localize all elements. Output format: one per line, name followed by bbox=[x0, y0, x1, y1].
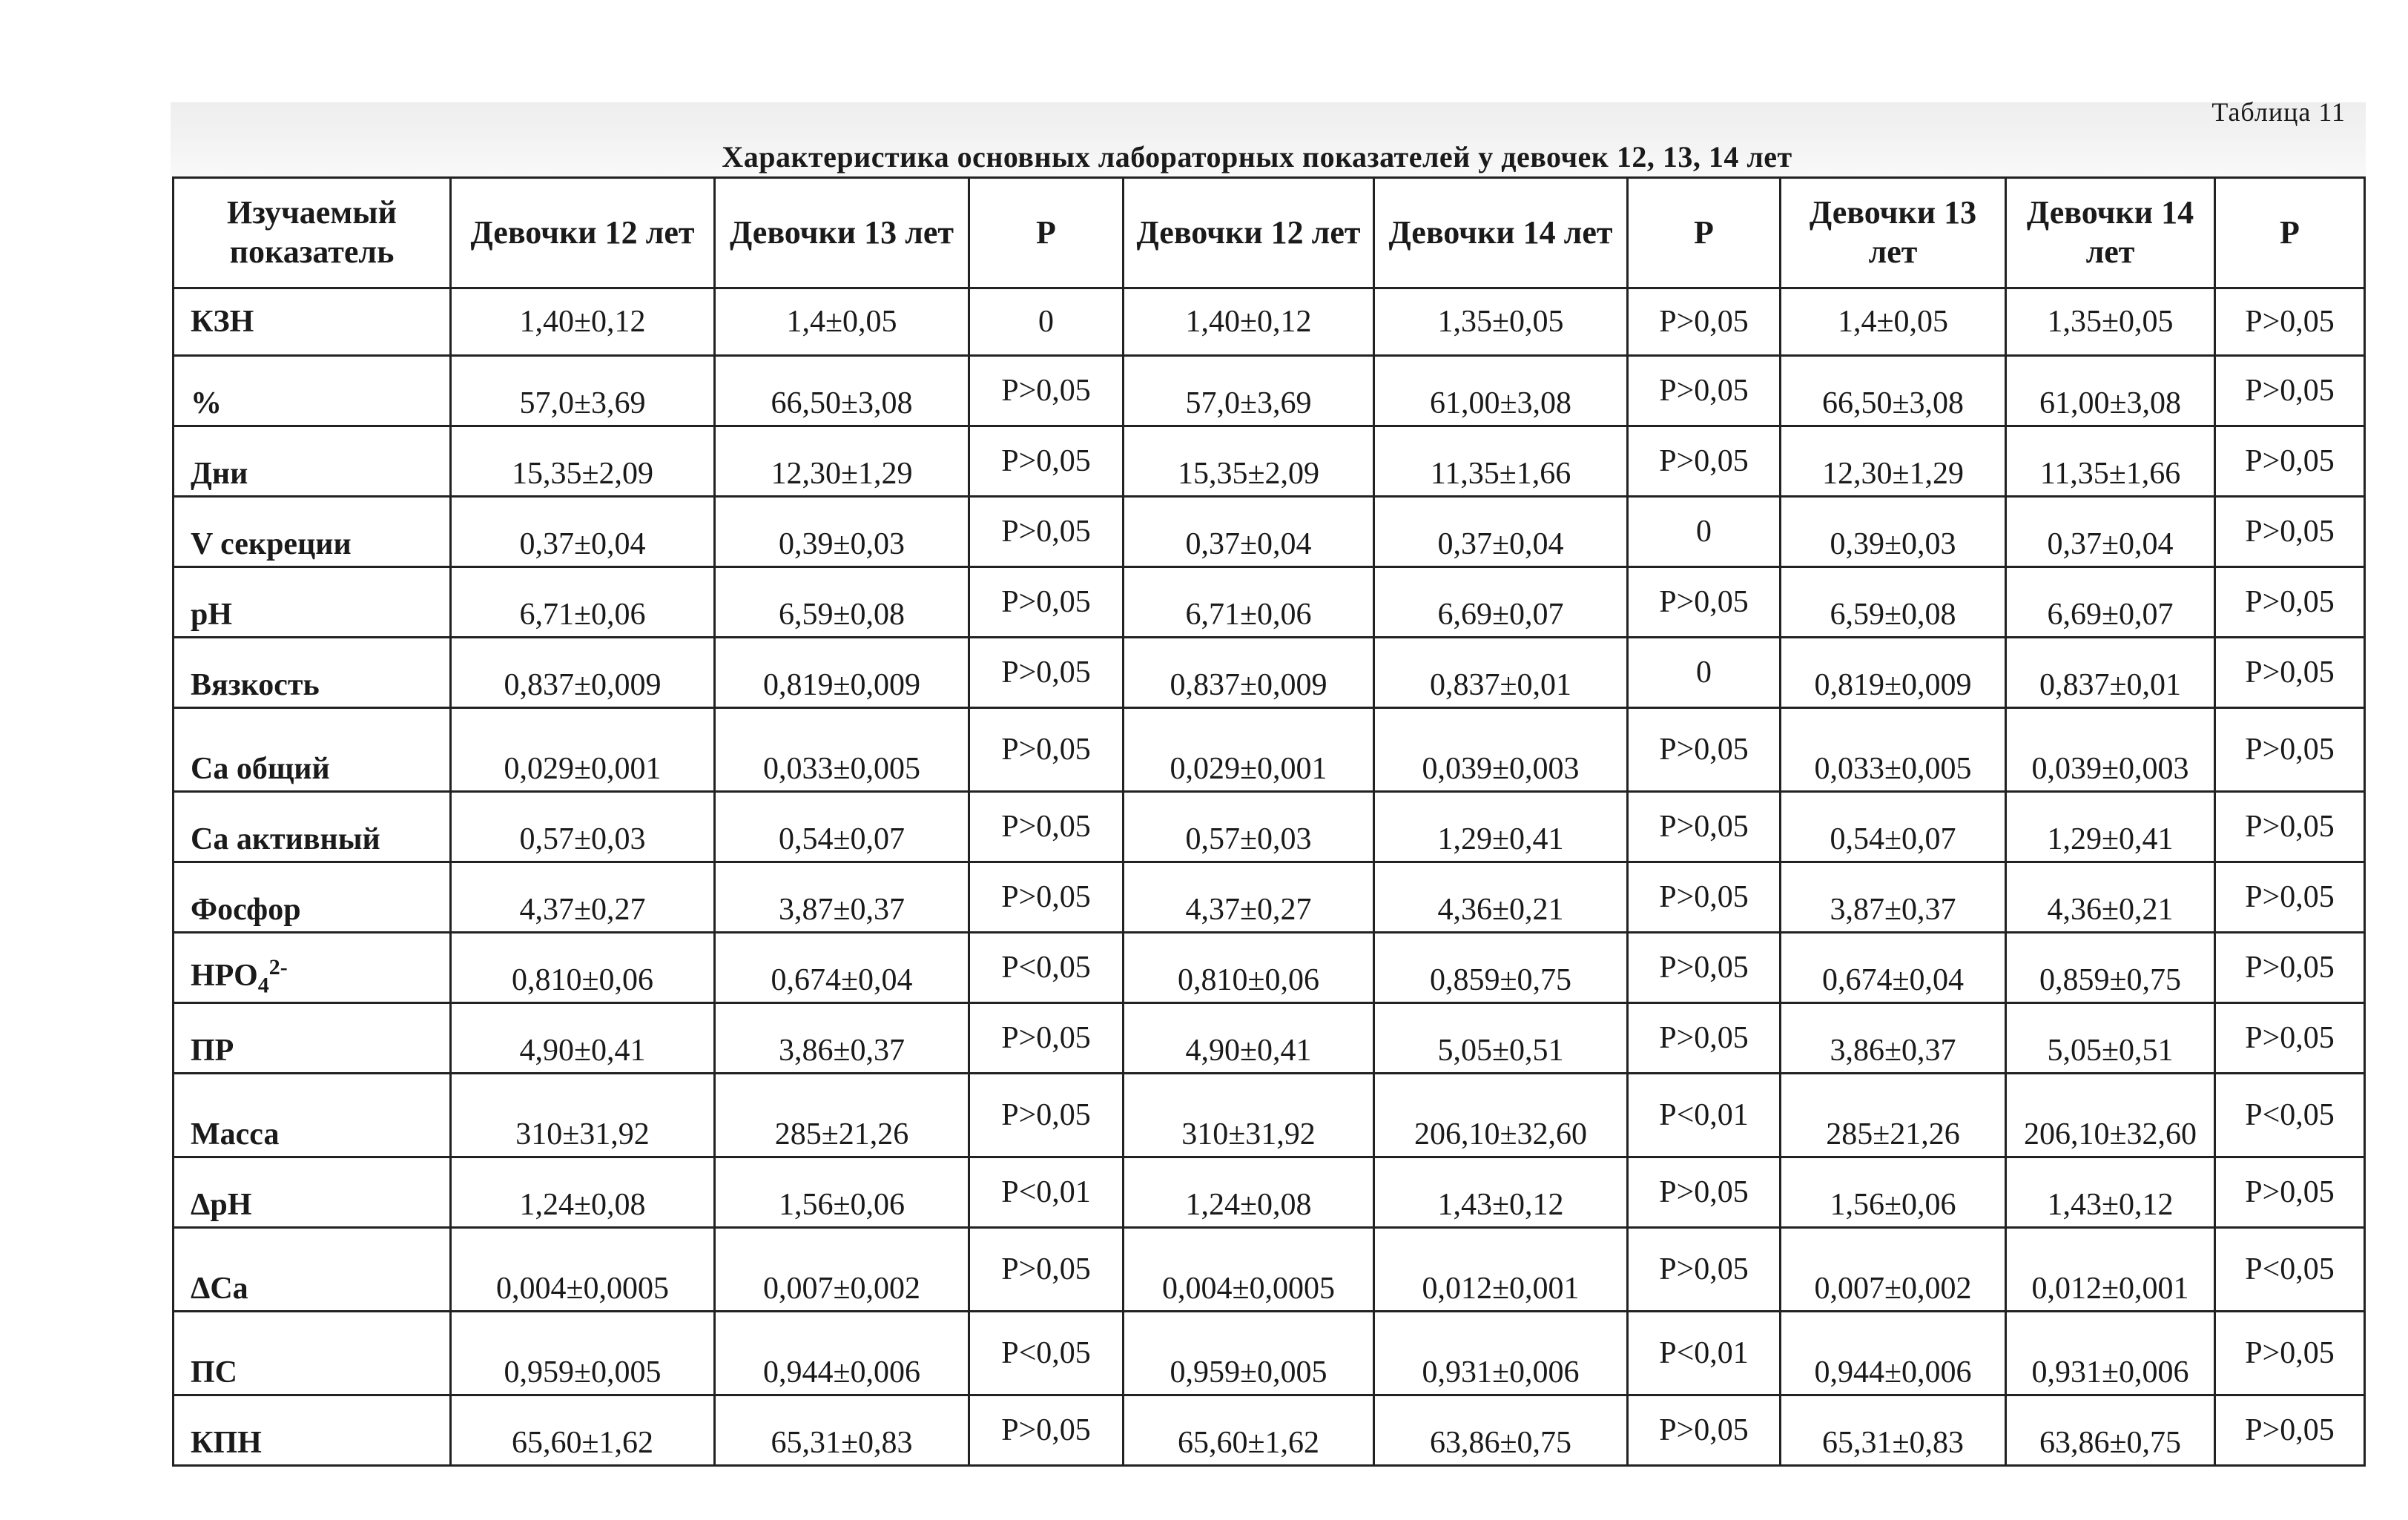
p-value-cell: 0 bbox=[1628, 497, 1781, 567]
value-cell: 15,35±2,09 bbox=[1124, 426, 1374, 497]
p-value-cell: Р>0,05 bbox=[1628, 1228, 1781, 1312]
table-row bbox=[174, 288, 2365, 356]
value-cell: 0,931±0,006 bbox=[2006, 1312, 2215, 1395]
value-cell: 11,35±1,66 bbox=[2006, 426, 2215, 497]
p-value-cell: Р<0,05 bbox=[2215, 1228, 2365, 1312]
table-body bbox=[174, 288, 2365, 1466]
value-cell: 0,931±0,006 bbox=[1374, 1312, 1628, 1395]
value-cell: 1,43±0,12 bbox=[2006, 1157, 2215, 1228]
value-cell: 0,959±0,005 bbox=[1124, 1312, 1374, 1395]
value-cell: 11,35±1,66 bbox=[1374, 426, 1628, 497]
p-value-cell: Р>0,05 bbox=[969, 497, 1124, 567]
row-label: % bbox=[174, 356, 451, 426]
value-cell: 4,90±0,41 bbox=[1124, 1003, 1374, 1074]
p-value-cell: Р>0,05 bbox=[1628, 862, 1781, 933]
table-row bbox=[174, 356, 2365, 426]
value-cell: 1,24±0,08 bbox=[451, 1157, 715, 1228]
p-value-cell: Р>0,05 bbox=[1628, 1157, 1781, 1228]
p-value-cell: Р>0,05 bbox=[1628, 708, 1781, 792]
p-value-cell: Р>0,05 bbox=[969, 426, 1124, 497]
p-value-cell: Р>0,05 bbox=[1628, 933, 1781, 1003]
value-cell: 0,004±0,0005 bbox=[451, 1228, 715, 1312]
p-value-cell: 0 bbox=[969, 288, 1124, 356]
table-row bbox=[174, 708, 2365, 792]
row-label: V секреции bbox=[174, 497, 451, 567]
value-cell: 66,50±3,08 bbox=[1781, 356, 2006, 426]
p-value-cell: Р>0,05 bbox=[2215, 862, 2365, 933]
value-cell: 63,86±0,75 bbox=[2006, 1395, 2215, 1466]
row-label: ПР bbox=[174, 1003, 451, 1074]
value-cell: 4,36±0,21 bbox=[1374, 862, 1628, 933]
value-cell: 0,37±0,04 bbox=[1374, 497, 1628, 567]
row-label: КЗН bbox=[174, 288, 451, 356]
p-value-cell: Р>0,05 bbox=[969, 638, 1124, 708]
table-row bbox=[174, 638, 2365, 708]
header-cell: Р bbox=[1628, 178, 1781, 288]
value-cell: 0,837±0,01 bbox=[1374, 638, 1628, 708]
value-cell: 4,36±0,21 bbox=[2006, 862, 2215, 933]
table-row bbox=[174, 933, 2365, 1003]
value-cell: 1,29±0,41 bbox=[2006, 792, 2215, 862]
value-cell: 0,54±0,07 bbox=[715, 792, 969, 862]
value-cell: 0,029±0,001 bbox=[451, 708, 715, 792]
value-cell: 1,56±0,06 bbox=[715, 1157, 969, 1228]
value-cell: 0,674±0,04 bbox=[715, 933, 969, 1003]
value-cell: 0,859±0,75 bbox=[1374, 933, 1628, 1003]
p-value-cell: Р<0,05 bbox=[969, 933, 1124, 1003]
value-cell: 285±21,26 bbox=[1781, 1074, 2006, 1157]
p-value-cell: Р>0,05 bbox=[1628, 792, 1781, 862]
value-cell: 0,007±0,002 bbox=[715, 1228, 969, 1312]
table-row bbox=[174, 792, 2365, 862]
value-cell: 206,10±32,60 bbox=[2006, 1074, 2215, 1157]
value-cell: 1,29±0,41 bbox=[1374, 792, 1628, 862]
p-value-cell: Р<0,05 bbox=[2215, 1074, 2365, 1157]
value-cell: 0,819±0,009 bbox=[1781, 638, 2006, 708]
value-cell: 0,004±0,0005 bbox=[1124, 1228, 1374, 1312]
value-cell: 0,37±0,04 bbox=[451, 497, 715, 567]
value-cell: 0,837±0,009 bbox=[451, 638, 715, 708]
row-label: ΔСа bbox=[174, 1228, 451, 1312]
table-row bbox=[174, 1395, 2365, 1466]
table-row bbox=[174, 1074, 2365, 1157]
value-cell: 0,57±0,03 bbox=[1124, 792, 1374, 862]
p-value-cell: Р>0,05 bbox=[969, 1003, 1124, 1074]
value-cell: 57,0±3,69 bbox=[451, 356, 715, 426]
value-cell: 310±31,92 bbox=[451, 1074, 715, 1157]
value-cell: 4,37±0,27 bbox=[1124, 862, 1374, 933]
value-cell: 6,71±0,06 bbox=[1124, 567, 1374, 638]
p-value-cell: Р>0,05 bbox=[2215, 1312, 2365, 1395]
header-cell: Р bbox=[2215, 178, 2365, 288]
p-value-cell: Р<0,01 bbox=[1628, 1074, 1781, 1157]
p-value-cell: Р>0,05 bbox=[1628, 288, 1781, 356]
p-value-cell: Р>0,05 bbox=[1628, 356, 1781, 426]
header-cell: Девочки 13 лет bbox=[1781, 178, 2006, 288]
value-cell: 5,05±0,51 bbox=[1374, 1003, 1628, 1074]
p-value-cell: 0 bbox=[1628, 638, 1781, 708]
p-value-cell: Р>0,05 bbox=[2215, 426, 2365, 497]
p-value-cell: Р>0,05 bbox=[2215, 356, 2365, 426]
value-cell: 1,24±0,08 bbox=[1124, 1157, 1374, 1228]
value-cell: 0,837±0,01 bbox=[2006, 638, 2215, 708]
value-cell: 285±21,26 bbox=[715, 1074, 969, 1157]
value-cell: 0,012±0,001 bbox=[2006, 1228, 2215, 1312]
header-cell: Девочки 14 лет bbox=[1374, 178, 1628, 288]
header-cell: Изучаемый показатель bbox=[174, 178, 451, 288]
value-cell: 0,39±0,03 bbox=[715, 497, 969, 567]
value-cell: 1,40±0,12 bbox=[451, 288, 715, 356]
p-value-cell: Р>0,05 bbox=[969, 356, 1124, 426]
p-value-cell: Р>0,05 bbox=[2215, 497, 2365, 567]
p-value-cell: Р>0,05 bbox=[1628, 1395, 1781, 1466]
value-cell: 0,944±0,006 bbox=[1781, 1312, 2006, 1395]
table-row bbox=[174, 1312, 2365, 1395]
value-cell: 1,35±0,05 bbox=[1374, 288, 1628, 356]
formula-base: НРО bbox=[191, 958, 258, 993]
table-number: Таблица 11 bbox=[2211, 97, 2346, 127]
formula-subscript: 4 bbox=[257, 973, 269, 997]
value-cell: 66,50±3,08 bbox=[715, 356, 969, 426]
value-cell: 65,60±1,62 bbox=[1124, 1395, 1374, 1466]
value-cell: 3,87±0,37 bbox=[715, 862, 969, 933]
value-cell: 6,71±0,06 bbox=[451, 567, 715, 638]
value-cell: 61,00±3,08 bbox=[1374, 356, 1628, 426]
value-cell: 0,819±0,009 bbox=[715, 638, 969, 708]
value-cell: 0,54±0,07 bbox=[1781, 792, 2006, 862]
value-cell: 0,033±0,005 bbox=[715, 708, 969, 792]
header-cell: Девочки 14 лет bbox=[2006, 178, 2215, 288]
value-cell: 0,039±0,003 bbox=[2006, 708, 2215, 792]
header-row bbox=[174, 178, 2365, 288]
value-cell: 3,86±0,37 bbox=[715, 1003, 969, 1074]
row-label: Масса bbox=[174, 1074, 451, 1157]
value-cell: 0,37±0,04 bbox=[2006, 497, 2215, 567]
p-value-cell: Р>0,05 bbox=[969, 1395, 1124, 1466]
value-cell: 6,59±0,08 bbox=[1781, 567, 2006, 638]
value-cell: 6,59±0,08 bbox=[715, 567, 969, 638]
p-value-cell: Р>0,05 bbox=[969, 792, 1124, 862]
row-label: Са общий bbox=[174, 708, 451, 792]
value-cell: 1,35±0,05 bbox=[2006, 288, 2215, 356]
p-value-cell: Р>0,05 bbox=[969, 567, 1124, 638]
p-value-cell: Р>0,05 bbox=[1628, 426, 1781, 497]
value-cell: 206,10±32,60 bbox=[1374, 1074, 1628, 1157]
value-cell: 15,35±2,09 bbox=[451, 426, 715, 497]
value-cell: 310±31,92 bbox=[1124, 1074, 1374, 1157]
value-cell: 65,31±0,83 bbox=[715, 1395, 969, 1466]
row-label: рН bbox=[174, 567, 451, 638]
table-row bbox=[174, 1228, 2365, 1312]
table-row bbox=[174, 497, 2365, 567]
value-cell: 0,674±0,04 bbox=[1781, 933, 2006, 1003]
value-cell: 63,86±0,75 bbox=[1374, 1395, 1628, 1466]
p-value-cell: Р>0,05 bbox=[2215, 1395, 2365, 1466]
row-label: Фосфор bbox=[174, 862, 451, 933]
header-cell: Девочки 12 лет bbox=[1124, 178, 1374, 288]
p-value-cell: Р>0,05 bbox=[2215, 288, 2365, 356]
formula-superscript: 2- bbox=[268, 954, 288, 979]
p-value-cell: Р>0,05 bbox=[2215, 638, 2365, 708]
p-value-cell: Р>0,05 bbox=[969, 862, 1124, 933]
p-value-cell: Р>0,05 bbox=[969, 1074, 1124, 1157]
value-cell: 6,69±0,07 bbox=[1374, 567, 1628, 638]
p-value-cell: Р<0,01 bbox=[969, 1157, 1124, 1228]
value-cell: 12,30±1,29 bbox=[715, 426, 969, 497]
value-cell: 0,39±0,03 bbox=[1781, 497, 2006, 567]
value-cell: 0,859±0,75 bbox=[2006, 933, 2215, 1003]
row-label: Дни bbox=[174, 426, 451, 497]
p-value-cell: Р>0,05 bbox=[2215, 933, 2365, 1003]
value-cell: 0,810±0,06 bbox=[1124, 933, 1374, 1003]
value-cell: 0,944±0,006 bbox=[715, 1312, 969, 1395]
value-cell: 1,43±0,12 bbox=[1374, 1157, 1628, 1228]
value-cell: 0,57±0,03 bbox=[451, 792, 715, 862]
p-value-cell: Р>0,05 bbox=[1628, 567, 1781, 638]
value-cell: 65,31±0,83 bbox=[1781, 1395, 2006, 1466]
value-cell: 57,0±3,69 bbox=[1124, 356, 1374, 426]
p-value-cell: Р>0,05 bbox=[969, 1228, 1124, 1312]
row-label: ПС bbox=[174, 1312, 451, 1395]
value-cell: 4,90±0,41 bbox=[451, 1003, 715, 1074]
value-cell: 6,69±0,07 bbox=[2006, 567, 2215, 638]
value-cell: 0,012±0,001 bbox=[1374, 1228, 1628, 1312]
row-label bbox=[174, 933, 451, 1003]
table-row bbox=[174, 1003, 2365, 1074]
header-cell: Девочки 12 лет bbox=[451, 178, 715, 288]
p-value-cell: Р>0,05 bbox=[2215, 708, 2365, 792]
value-cell: 0,837±0,009 bbox=[1124, 638, 1374, 708]
p-value-cell: Р>0,05 bbox=[2215, 792, 2365, 862]
value-cell: 12,30±1,29 bbox=[1781, 426, 2006, 497]
value-cell: 1,56±0,06 bbox=[1781, 1157, 2006, 1228]
p-value-cell: Р>0,05 bbox=[969, 708, 1124, 792]
value-cell: 0,959±0,005 bbox=[451, 1312, 715, 1395]
value-cell: 0,039±0,003 bbox=[1374, 708, 1628, 792]
table-row bbox=[174, 426, 2365, 497]
value-cell: 3,87±0,37 bbox=[1781, 862, 2006, 933]
p-value-cell: Р>0,05 bbox=[2215, 567, 2365, 638]
row-label: Са активный bbox=[174, 792, 451, 862]
p-value-cell: Р>0,05 bbox=[1628, 1003, 1781, 1074]
value-cell: 1,4±0,05 bbox=[715, 288, 969, 356]
p-value-cell: Р>0,05 bbox=[2215, 1003, 2365, 1074]
value-cell: 0,810±0,06 bbox=[451, 933, 715, 1003]
table-row bbox=[174, 567, 2365, 638]
value-cell: 1,40±0,12 bbox=[1124, 288, 1374, 356]
value-cell: 0,029±0,001 bbox=[1124, 708, 1374, 792]
p-value-cell: Р>0,05 bbox=[2215, 1157, 2365, 1228]
table-title: Характеристика основных лабораторных показателей у девочек 12, 13, 14 лет bbox=[722, 140, 1792, 174]
row-label: ΔрН bbox=[174, 1157, 451, 1228]
lab-indicators-table bbox=[172, 176, 2366, 1467]
p-value-cell: Р<0,05 bbox=[969, 1312, 1124, 1395]
row-label: КПН bbox=[174, 1395, 451, 1466]
table-row bbox=[174, 1157, 2365, 1228]
value-cell: 0,007±0,002 bbox=[1781, 1228, 2006, 1312]
value-cell: 4,37±0,27 bbox=[451, 862, 715, 933]
value-cell: 65,60±1,62 bbox=[451, 1395, 715, 1466]
table-row bbox=[174, 862, 2365, 933]
value-cell: 0,033±0,005 bbox=[1781, 708, 2006, 792]
p-value-cell: Р<0,01 bbox=[1628, 1312, 1781, 1395]
value-cell: 3,86±0,37 bbox=[1781, 1003, 2006, 1074]
header-cell: Р bbox=[969, 178, 1124, 288]
value-cell: 0,37±0,04 bbox=[1124, 497, 1374, 567]
row-label: Вязкость bbox=[174, 638, 451, 708]
header-cell: Девочки 13 лет bbox=[715, 178, 969, 288]
value-cell: 1,4±0,05 bbox=[1781, 288, 2006, 356]
value-cell: 61,00±3,08 bbox=[2006, 356, 2215, 426]
value-cell: 5,05±0,51 bbox=[2006, 1003, 2215, 1074]
